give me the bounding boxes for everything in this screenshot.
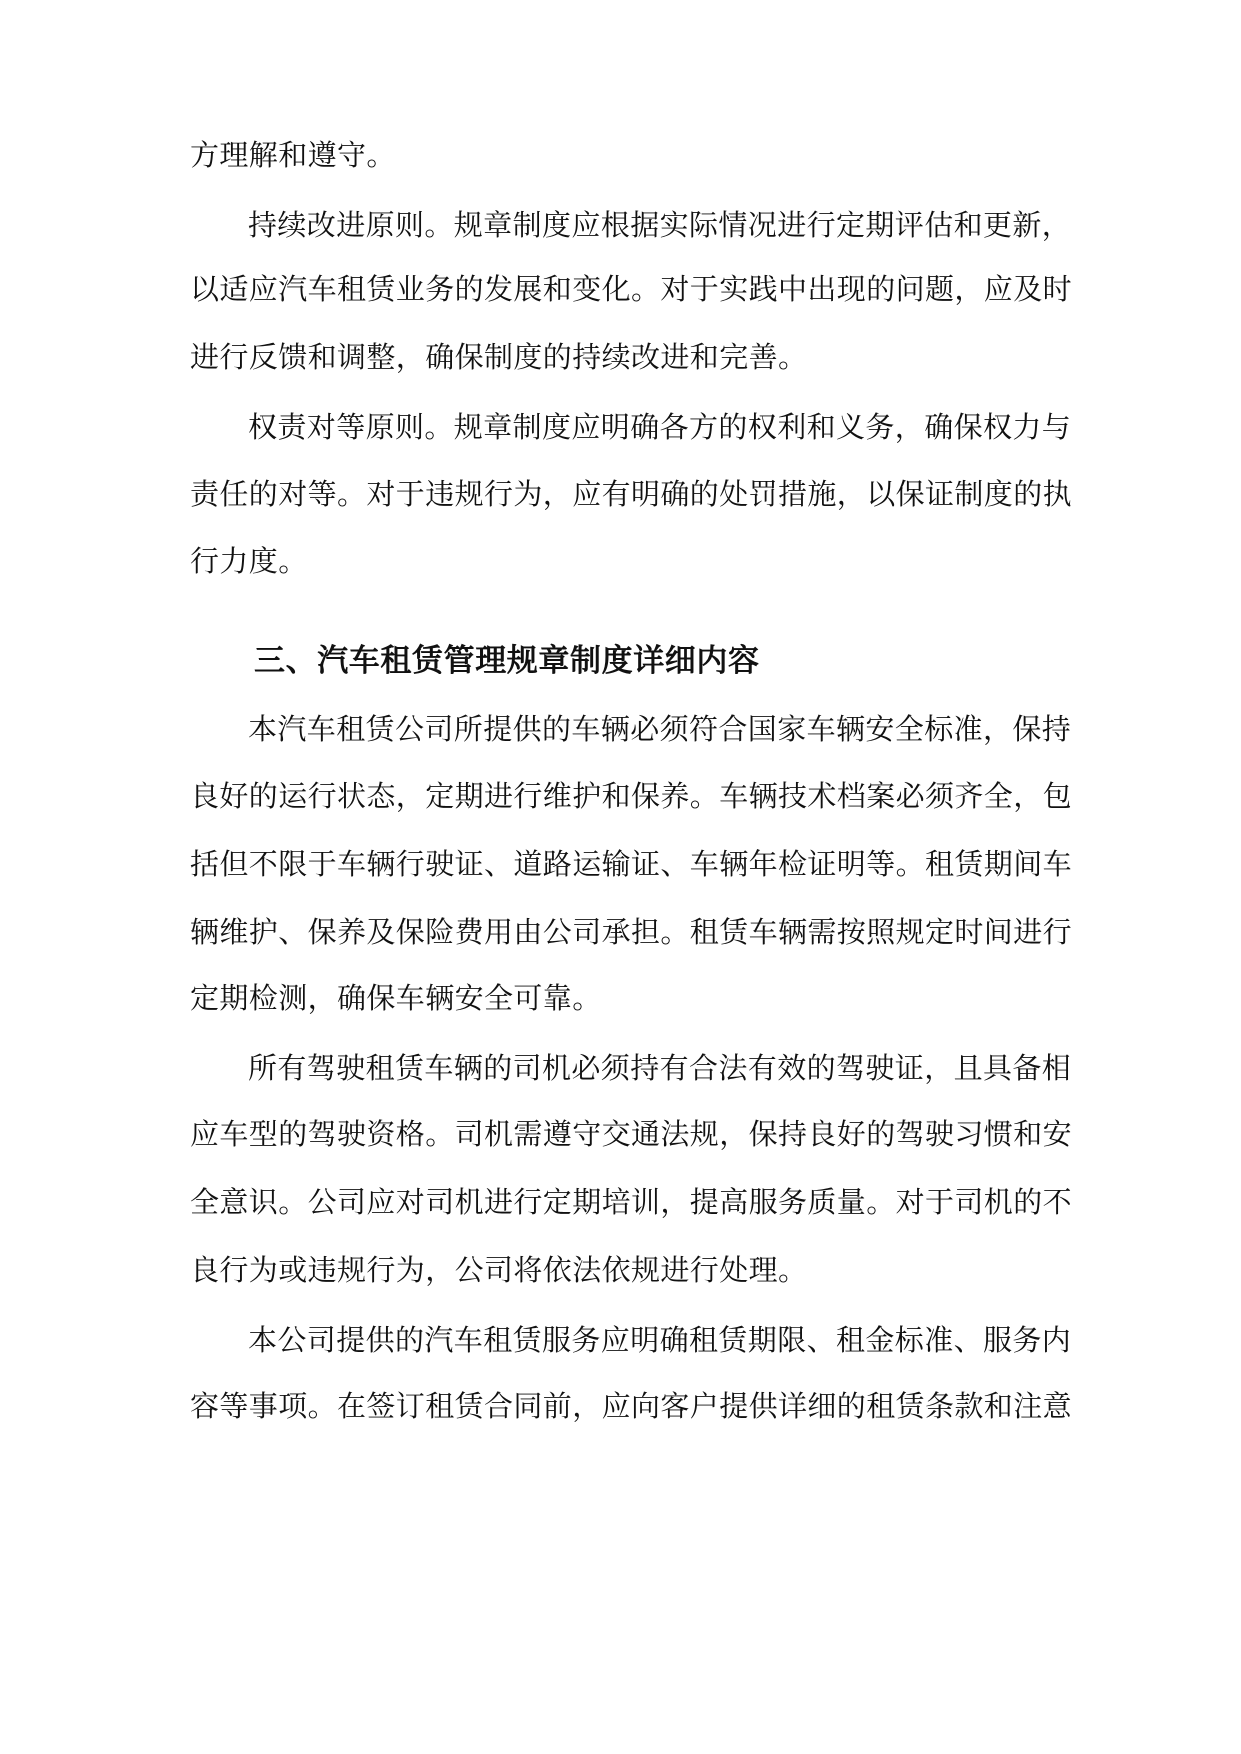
paragraph-line: 容等事项。在签订租赁合同前，应向客户提供详细的租赁条款和注意 [190,1389,1073,1423]
section-heading: 三、汽车租赁管理规章制度详细内容 [254,643,760,679]
paragraph-line: 良行为或违规行为，公司将依法依规进行处理。 [190,1253,808,1287]
paragraph-line: 定期检测，确保车辆安全可靠。 [190,981,602,1015]
paragraph-line: 辆维护、保养及保险费用由公司承担。租赁车辆需按照规定时间进行 [190,915,1073,949]
paragraph-line: 良好的运行状态，定期进行维护和保养。车辆技术档案必须齐全，包 [190,779,1073,813]
paragraph-line: 本公司提供的汽车租赁服务应明确租赁期限、租金标准、服务内 [248,1323,1072,1357]
paragraph-line: 责任的对等。对于违规行为，应有明确的处罚措施，以保证制度的执 [190,477,1073,511]
paragraph-line: 方理解和遵守。 [190,138,396,172]
paragraph-line: 以适应汽车租赁业务的发展和变化。对于实践中出现的问题，应及时 [190,272,1073,306]
paragraph-line: 进行反馈和调整，确保制度的持续改进和完善。 [190,340,808,374]
paragraph-line: 权责对等原则。规章制度应明确各方的权利和义务，确保权力与 [248,410,1072,444]
paragraph-line: 括但不限于车辆行驶证、道路运输证、车辆年检证明等。租赁期间车 [190,847,1073,881]
paragraph-line: 持续改进原则。规章制度应根据实际情况进行定期评估和更新， [248,208,1072,242]
paragraph-line: 行力度。 [190,544,308,578]
paragraph-line: 本汽车租赁公司所提供的车辆必须符合国家车辆安全标准，保持 [248,712,1072,746]
paragraph-line: 所有驾驶租赁车辆的司机必须持有合法有效的驾驶证，且具备相 [248,1051,1072,1085]
paragraph-line: 应车型的驾驶资格。司机需遵守交通法规，保持良好的驾驶习惯和安 [190,1117,1073,1151]
paragraph-line: 全意识。公司应对司机进行定期培训，提高服务质量。对于司机的不 [190,1185,1073,1219]
